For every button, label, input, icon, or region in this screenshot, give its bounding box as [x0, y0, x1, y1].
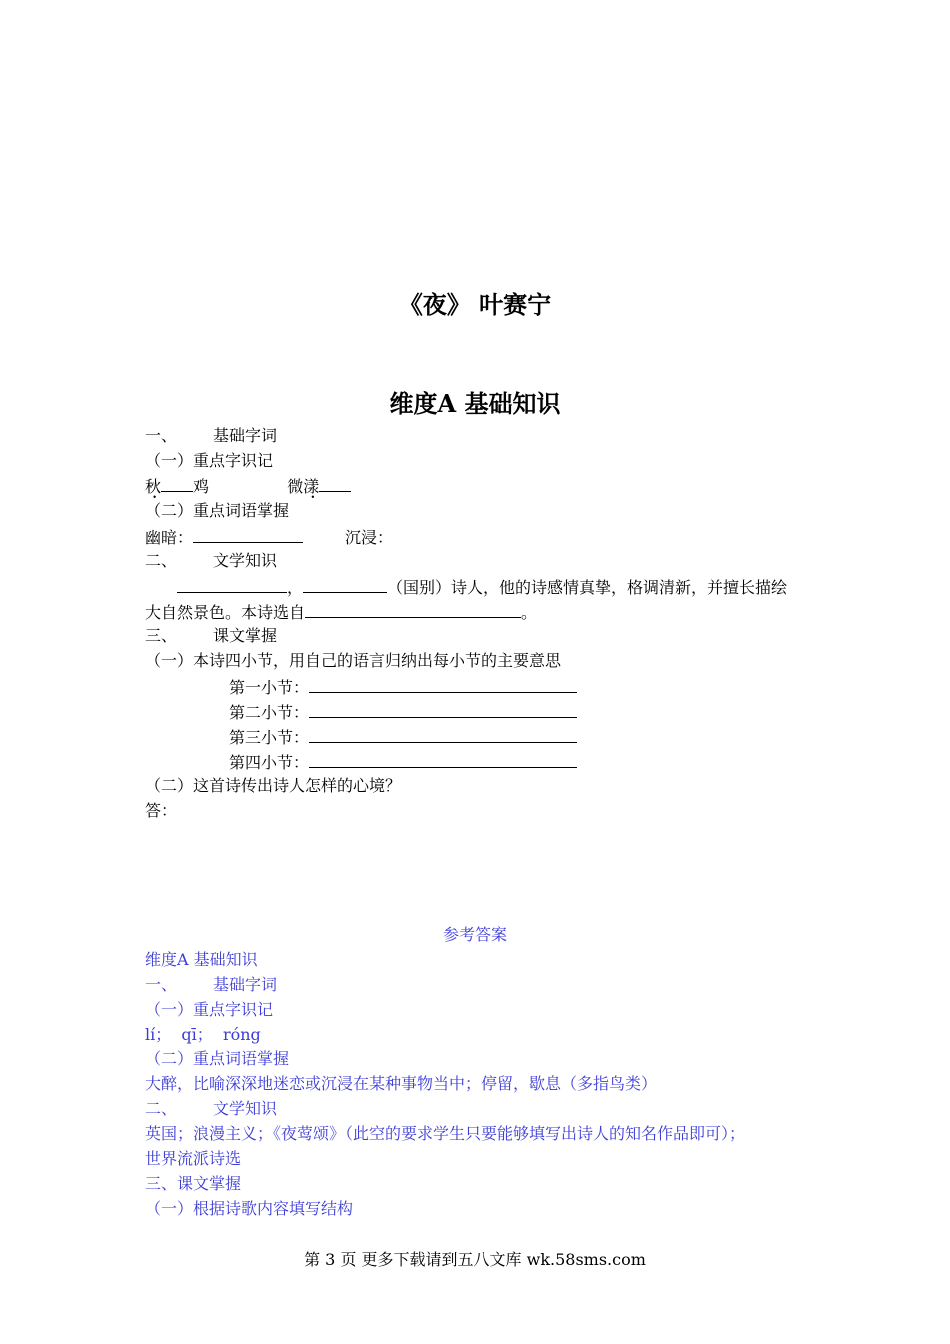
blank-field[interactable]	[309, 701, 577, 718]
term-youan: 幽暗：	[145, 528, 194, 547]
heading-text: 基础字词	[213, 426, 278, 445]
answers-heading-1	[145, 975, 277, 995]
section-row-2	[229, 701, 577, 723]
heading-basic-words	[145, 426, 277, 446]
term-row	[145, 526, 393, 548]
answers-dimension: 维度A 基础知识	[145, 950, 258, 969]
subheading-sections: （一）本诗四小节，用自己的语言归纳出每小节的主要意思	[145, 651, 562, 670]
blank-field[interactable]	[161, 475, 193, 492]
blank-field[interactable]	[177, 576, 287, 593]
period: 。	[521, 603, 538, 622]
heading-number: 三、	[145, 626, 178, 645]
subheading-key-characters: （一）重点字识记	[145, 451, 274, 470]
heading-literature	[145, 551, 277, 571]
char-ji: 鸡	[193, 477, 210, 496]
answers-title: 参考答案	[442, 925, 507, 944]
blank-field[interactable]	[309, 676, 577, 693]
subheading-key-terms: （二）重点词语掌握	[145, 501, 290, 520]
blank-field[interactable]	[319, 475, 351, 492]
char-wei: 微	[287, 477, 304, 496]
literature-text: 大自然景色。本诗选自	[145, 603, 306, 622]
answers-sub-1: （一）重点字识记	[145, 1000, 274, 1019]
heading-text: 课文掌握	[213, 626, 278, 645]
heading-text: 文学知识	[213, 1099, 278, 1118]
section-label: 第四小节：	[229, 753, 310, 772]
section-label: 第三小节：	[229, 728, 310, 747]
answers-literature-2: 世界流派诗选	[145, 1149, 242, 1168]
blank-field[interactable]	[309, 726, 577, 743]
answers-sub-3: （一）根据诗歌内容填写结构	[145, 1199, 354, 1218]
heading-number: 一、	[145, 975, 178, 994]
heading-number: 二、	[145, 551, 178, 570]
literature-line-2	[145, 601, 537, 623]
answers-sub-2-text: 大醉，比喻深深地迷恋或沉浸在某种事物当中；停留，歇息（多指鸟类）	[145, 1074, 658, 1093]
char-yang: 漾	[303, 477, 320, 496]
heading-text-mastery	[145, 626, 277, 646]
blank-field[interactable]	[303, 576, 387, 593]
answer-label: 答：	[145, 801, 178, 820]
section-row-3	[229, 726, 577, 748]
literature-text: （国别）诗人，他的诗感情真挚，格调清新，并擅长描绘	[387, 578, 788, 597]
subheading-mood: （二）这首诗传出诗人怎样的心境？	[145, 776, 402, 795]
page-footer: 第 3 页 更多下载请到五八文库 wk.58sms.com	[304, 1250, 646, 1269]
section-label: 第一小节：	[229, 678, 310, 697]
heading-text: 文学知识	[213, 551, 278, 570]
heading-number: 一、	[145, 426, 178, 445]
answers-pinyin: lí； qī； róng	[145, 1025, 261, 1044]
blank-field[interactable]	[309, 751, 577, 768]
doc-title: 《夜》 叶赛宁	[398, 290, 552, 319]
heading-number: 二、	[145, 1099, 178, 1118]
term-chenjin: 沉浸：	[345, 528, 394, 547]
literature-line-1	[145, 576, 787, 598]
section-row-4	[229, 751, 577, 773]
answers-sub-2: （二）重点词语掌握	[145, 1049, 290, 1068]
blank-field[interactable]	[305, 601, 521, 618]
heading-text: 基础字词	[213, 975, 278, 994]
section-row-1	[229, 676, 577, 698]
answers-literature-1: 英国；浪漫主义；《夜莺颂》（此空的要求学生只要能够填写出诗人的知名作品即可）；	[145, 1124, 746, 1143]
answers-heading-2	[145, 1099, 277, 1119]
section-label: 第二小节：	[229, 703, 310, 722]
answers-heading-3: 三、课文掌握	[145, 1174, 242, 1193]
blank-field[interactable]	[193, 526, 303, 543]
char-qiu: 秋	[145, 477, 162, 496]
comma: ，	[287, 578, 304, 597]
section-title: 维度A 基础知识	[389, 389, 561, 418]
char-blank-row	[145, 475, 351, 497]
